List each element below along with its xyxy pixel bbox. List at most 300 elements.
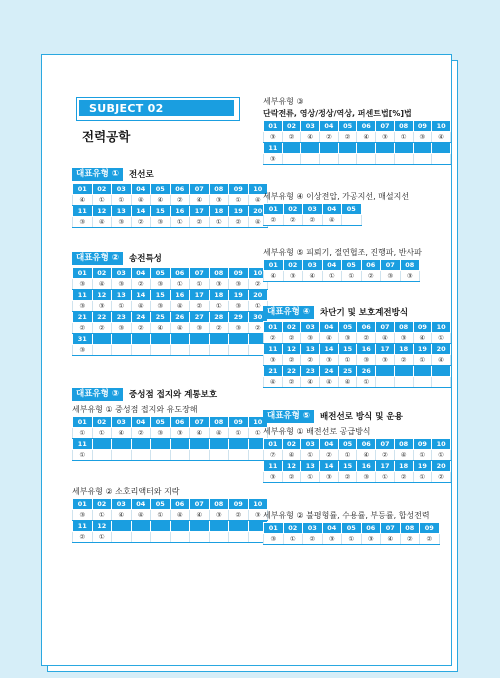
question-number (170, 439, 190, 450)
answer-table (72, 416, 268, 461)
answer-cell (170, 450, 190, 461)
question-number: 15 (151, 206, 171, 217)
subtype-heading: 세부유형 ④ 이상전압, 가공지선, 매설지선 (263, 192, 410, 201)
answer-cell (413, 377, 432, 388)
question-number (92, 334, 112, 345)
question-number (357, 143, 376, 154)
question-number: 18 (209, 290, 229, 301)
answer-cell: ② (338, 132, 357, 143)
answer-cell: ④ (381, 534, 401, 545)
question-number (394, 143, 413, 154)
answer-row (264, 355, 451, 366)
question-number: 07 (381, 523, 401, 534)
answer-cell: ② (303, 215, 323, 226)
question-number: 20 (432, 461, 451, 472)
question-number: 04 (131, 268, 151, 279)
answer-cell: ① (413, 450, 432, 461)
question-number: 03 (301, 322, 320, 333)
answer-cell: ③ (264, 132, 283, 143)
question-number: 05 (342, 523, 362, 534)
answer-cell: ④ (413, 333, 432, 344)
question-number: 07 (190, 268, 210, 279)
question-number: 01 (73, 184, 93, 195)
section-header (72, 167, 268, 181)
answer-cell: ② (357, 333, 376, 344)
answer-cell: ② (190, 301, 210, 312)
question-number: 22 (92, 312, 112, 323)
question-number: 13 (301, 344, 320, 355)
question-number: 18 (209, 206, 229, 217)
question-number: 14 (131, 206, 151, 217)
answer-row (73, 217, 268, 228)
type-badge: 대표유형 ⑤ (263, 410, 314, 423)
answer-cell: ③ (301, 333, 320, 344)
question-number: 10 (432, 121, 451, 132)
answer-cell: ④ (357, 132, 376, 143)
answer-cell: ② (131, 217, 151, 228)
answer-cell: ③ (151, 279, 171, 290)
question-number: 11 (73, 206, 93, 217)
answer-cell: ② (229, 510, 249, 521)
type-badge: 대표유형 ③ (72, 388, 123, 401)
question-number: 08 (209, 499, 229, 510)
answer-cell: ③ (400, 271, 420, 282)
answer-cell: ④ (92, 217, 112, 228)
answer-section (263, 509, 440, 545)
question-number: 24 (131, 312, 151, 323)
question-number-row (264, 121, 451, 132)
answer-cell: ② (264, 333, 283, 344)
answer-cell (432, 154, 451, 165)
question-number: 10 (432, 439, 451, 450)
question-number: 06 (170, 417, 190, 428)
question-number: 12 (92, 521, 112, 532)
question-number: 09 (413, 121, 432, 132)
question-number (376, 366, 395, 377)
question-number (432, 143, 451, 154)
answer-cell: ④ (209, 428, 229, 439)
answer-cell: ③ (73, 301, 93, 312)
answer-cell: ④ (376, 333, 395, 344)
question-number: 14 (131, 290, 151, 301)
answer-cell: ④ (248, 195, 268, 206)
question-number: 30 (248, 312, 268, 323)
answer-section (263, 305, 451, 388)
question-number: 05 (151, 268, 171, 279)
question-number: 01 (264, 121, 283, 132)
question-number: 06 (357, 439, 376, 450)
answer-cell: ④ (112, 428, 132, 439)
answer-cell: ③ (190, 323, 210, 334)
question-number: 09 (229, 499, 249, 510)
answer-table (72, 267, 268, 356)
answer-table (263, 120, 451, 165)
question-number: 13 (301, 461, 320, 472)
answer-cell: ② (282, 132, 301, 143)
question-number: 23 (112, 312, 132, 323)
answer-cell: ③ (229, 323, 249, 334)
answer-cell: ② (420, 534, 440, 545)
question-number: 06 (170, 268, 190, 279)
answer-section (263, 246, 422, 282)
question-number: 10 (432, 322, 451, 333)
answer-cell: ② (400, 534, 420, 545)
answer-cell: ③ (264, 154, 283, 165)
question-number: 19 (413, 461, 432, 472)
answer-cell: ④ (432, 355, 451, 366)
question-number: 02 (282, 322, 301, 333)
answer-cell: ② (131, 428, 151, 439)
question-number: 08 (394, 322, 413, 333)
question-number: 12 (92, 290, 112, 301)
answer-cell: ① (92, 428, 112, 439)
answer-cell: ① (151, 510, 171, 521)
question-number (151, 334, 171, 345)
answer-cell: ④ (131, 195, 151, 206)
answer-cell: ② (190, 217, 210, 228)
question-number: 19 (413, 344, 432, 355)
answer-cell: ① (73, 450, 93, 461)
question-number (112, 439, 132, 450)
question-number-row (264, 439, 451, 450)
answer-cell: ① (209, 301, 229, 312)
answer-cell: ④ (264, 377, 283, 388)
subject-header-box (76, 97, 240, 121)
question-number (151, 439, 171, 450)
answer-cell: ② (229, 217, 249, 228)
answer-row (264, 450, 451, 461)
question-number (190, 334, 210, 345)
question-number: 08 (400, 260, 420, 271)
question-number: 20 (248, 206, 268, 217)
answer-cell: ④ (301, 377, 320, 388)
question-number: 04 (131, 417, 151, 428)
answer-cell: ④ (282, 450, 301, 461)
question-number: 08 (209, 417, 229, 428)
question-number: 16 (357, 461, 376, 472)
question-number: 03 (112, 184, 132, 195)
question-number (190, 439, 210, 450)
answer-row (73, 510, 268, 521)
question-number: 13 (112, 290, 132, 301)
answer-cell (170, 345, 190, 356)
question-number: 04 (322, 204, 342, 215)
answer-cell: ① (229, 428, 249, 439)
answer-cell (394, 154, 413, 165)
question-number: 08 (209, 184, 229, 195)
subject-label: SUBJECT 02 (79, 100, 234, 116)
question-number (376, 143, 395, 154)
section-header (263, 305, 451, 319)
question-number: 02 (92, 184, 112, 195)
answer-row (73, 195, 268, 206)
question-number (338, 143, 357, 154)
question-number: 05 (342, 204, 362, 215)
question-number: 03 (112, 499, 132, 510)
answer-cell: ① (92, 510, 112, 521)
answer-cell: ② (303, 534, 323, 545)
question-number: 21 (264, 366, 283, 377)
answer-cell: ② (248, 279, 268, 290)
answer-cell: ③ (112, 217, 132, 228)
answer-cell: ① (301, 472, 320, 483)
question-number: 06 (170, 184, 190, 195)
question-number-row (73, 334, 268, 345)
answer-row (73, 532, 268, 543)
question-number: 01 (264, 260, 284, 271)
answer-cell: ② (264, 215, 284, 226)
question-number: 31 (73, 334, 93, 345)
question-number (112, 521, 132, 532)
type-title: 전선로 (129, 170, 154, 180)
answer-cell: ④ (322, 215, 342, 226)
question-number-row (264, 204, 362, 215)
answer-section (72, 485, 268, 543)
answer-cell (229, 450, 249, 461)
subtype-heading-detail: 단락전류, 영상/정상/역상, 퍼센트법[%]법 (263, 109, 412, 118)
answer-cell: ④ (190, 195, 210, 206)
question-number: 02 (282, 439, 301, 450)
answer-cell: ④ (170, 301, 190, 312)
answer-table (263, 321, 451, 388)
answer-cell: ① (92, 195, 112, 206)
question-number: 17 (376, 344, 395, 355)
answer-cell (151, 532, 171, 543)
question-number: 12 (282, 344, 301, 355)
answer-cell: ① (73, 428, 93, 439)
subtype-heading: 세부유형 ① 배전선로 공급방식 (263, 427, 371, 436)
answer-cell (229, 345, 249, 356)
answer-row (73, 450, 268, 461)
question-number (190, 521, 210, 532)
type-title: 차단기 및 보호계전방식 (320, 308, 409, 318)
answer-cell: ① (432, 450, 451, 461)
question-number-row (73, 499, 268, 510)
answer-cell (131, 345, 151, 356)
question-number: 01 (73, 417, 93, 428)
question-number: 09 (229, 268, 249, 279)
question-number: 11 (73, 521, 93, 532)
question-number-row (264, 366, 451, 377)
answer-cell: ③ (413, 132, 432, 143)
question-number-row (73, 268, 268, 279)
type-title: 송전특성 (129, 254, 162, 264)
answer-cell: ④ (170, 510, 190, 521)
question-number: 17 (190, 206, 210, 217)
question-number: 02 (283, 260, 303, 271)
question-number: 12 (282, 461, 301, 472)
question-number (229, 521, 249, 532)
answer-cell: ② (432, 472, 451, 483)
answer-cell: ② (320, 132, 339, 143)
question-number: 01 (264, 439, 283, 450)
answer-cell: ② (282, 377, 301, 388)
answer-cell: ② (73, 323, 93, 334)
answer-cell (320, 154, 339, 165)
answer-cell: ④ (151, 195, 171, 206)
answer-cell (357, 154, 376, 165)
answer-cell: ① (170, 217, 190, 228)
question-number: 03 (303, 260, 323, 271)
answer-cell: ① (112, 301, 132, 312)
question-number-row (264, 344, 451, 355)
question-number-row (73, 206, 268, 217)
question-number: 26 (170, 312, 190, 323)
question-number: 04 (322, 523, 342, 534)
question-number: 05 (151, 417, 171, 428)
question-number: 04 (322, 260, 342, 271)
question-number: 11 (73, 439, 93, 450)
question-number: 07 (376, 322, 395, 333)
answer-section (72, 387, 268, 461)
answer-cell: ② (301, 355, 320, 366)
answer-table (263, 203, 362, 226)
answer-cell: ③ (264, 355, 283, 366)
answer-cell: ② (282, 333, 301, 344)
answer-cell: ③ (73, 510, 93, 521)
answer-cell: ② (92, 323, 112, 334)
answer-cell (190, 532, 210, 543)
type-title: 배전선로 방식 및 운용 (320, 412, 403, 422)
question-number-row (73, 184, 268, 195)
answer-table (72, 183, 268, 228)
answer-cell (151, 450, 171, 461)
question-number: 28 (209, 312, 229, 323)
question-number: 01 (73, 499, 93, 510)
answer-cell: ② (394, 472, 413, 483)
answer-row (264, 271, 420, 282)
answer-table (72, 498, 268, 543)
answer-cell: ④ (303, 271, 323, 282)
answer-cell: ② (248, 323, 268, 334)
subtype-heading: 세부유형 ⑤ 피뢰기, 절연협조, 진행파, 반사파 (263, 248, 422, 257)
answer-cell (301, 154, 320, 165)
question-number: 01 (264, 322, 283, 333)
answer-table (263, 259, 420, 282)
question-number: 04 (131, 499, 151, 510)
answer-cell: ④ (264, 271, 284, 282)
answer-cell (190, 450, 210, 461)
answer-cell: ① (248, 301, 268, 312)
answer-cell: ② (320, 450, 339, 461)
question-number: 18 (394, 344, 413, 355)
question-number: 04 (131, 184, 151, 195)
answer-cell: ② (170, 195, 190, 206)
question-number: 02 (283, 204, 303, 215)
question-number-row (73, 521, 268, 532)
answer-cell: ③ (320, 355, 339, 366)
answer-cell: ③ (151, 301, 171, 312)
question-number: 03 (301, 439, 320, 450)
answer-cell: ① (413, 355, 432, 366)
answer-row (264, 132, 451, 143)
question-number-row (264, 260, 420, 271)
answer-cell: ① (342, 534, 362, 545)
question-number: 06 (357, 322, 376, 333)
answer-cell: ① (209, 217, 229, 228)
answer-cell: ③ (283, 271, 303, 282)
question-number (131, 521, 151, 532)
answer-cell: ③ (357, 472, 376, 483)
question-number (209, 439, 229, 450)
answer-cell: ③ (229, 301, 249, 312)
question-number: 09 (420, 523, 440, 534)
question-number (209, 334, 229, 345)
answer-cell: ③ (338, 333, 357, 344)
answer-cell: ① (248, 428, 268, 439)
answer-cell: ① (342, 271, 362, 282)
answer-cell: ③ (73, 345, 93, 356)
question-number: 08 (394, 439, 413, 450)
answer-cell (342, 215, 362, 226)
answer-cell (209, 345, 229, 356)
answer-cell: ③ (151, 428, 171, 439)
question-number: 14 (320, 344, 339, 355)
answer-cell (209, 532, 229, 543)
question-number (413, 143, 432, 154)
answer-cell: ③ (73, 217, 93, 228)
answer-cell: ① (283, 534, 303, 545)
answer-cell: ④ (301, 132, 320, 143)
answer-cell: ③ (376, 355, 395, 366)
answer-row (73, 323, 268, 334)
question-number: 03 (301, 121, 320, 132)
question-number (92, 439, 112, 450)
question-number: 01 (264, 204, 284, 215)
question-number: 11 (264, 344, 283, 355)
question-number: 03 (112, 417, 132, 428)
answer-cell: ③ (320, 472, 339, 483)
answer-cell: ① (432, 333, 451, 344)
answer-row (73, 301, 268, 312)
question-number: 04 (320, 322, 339, 333)
section-header (72, 387, 268, 401)
answer-row (73, 345, 268, 356)
question-number: 11 (73, 290, 93, 301)
question-number: 25 (338, 366, 357, 377)
answer-cell: ④ (320, 333, 339, 344)
question-number: 08 (400, 523, 420, 534)
question-number-row (73, 439, 268, 450)
page (41, 54, 452, 666)
answer-cell: ④ (320, 377, 339, 388)
answer-cell: ③ (264, 472, 283, 483)
question-number: 05 (338, 121, 357, 132)
answer-row (264, 215, 362, 226)
question-number: 02 (283, 523, 303, 534)
answer-cell: ⑦ (264, 450, 283, 461)
question-number: 29 (229, 312, 249, 323)
answer-cell: ③ (92, 301, 112, 312)
subtype-heading: 세부유형 ② 불평형률, 수용률, 부등률, 합성전력 (263, 511, 430, 520)
question-number: 07 (190, 184, 210, 195)
question-number: 09 (229, 417, 249, 428)
question-number: 07 (190, 499, 210, 510)
type-badge: 대표유형 ② (72, 252, 123, 265)
question-number: 01 (73, 268, 93, 279)
answer-cell: ① (357, 377, 376, 388)
question-number: 15 (338, 461, 357, 472)
answer-cell: ③ (357, 355, 376, 366)
answer-cell: ③ (209, 510, 229, 521)
section-header (263, 409, 451, 423)
answer-cell: ① (338, 355, 357, 366)
question-number (320, 143, 339, 154)
answer-section (72, 167, 268, 228)
question-number (432, 366, 451, 377)
answer-table (263, 522, 440, 545)
subtype-heading: 세부유형 ③ (263, 97, 304, 106)
